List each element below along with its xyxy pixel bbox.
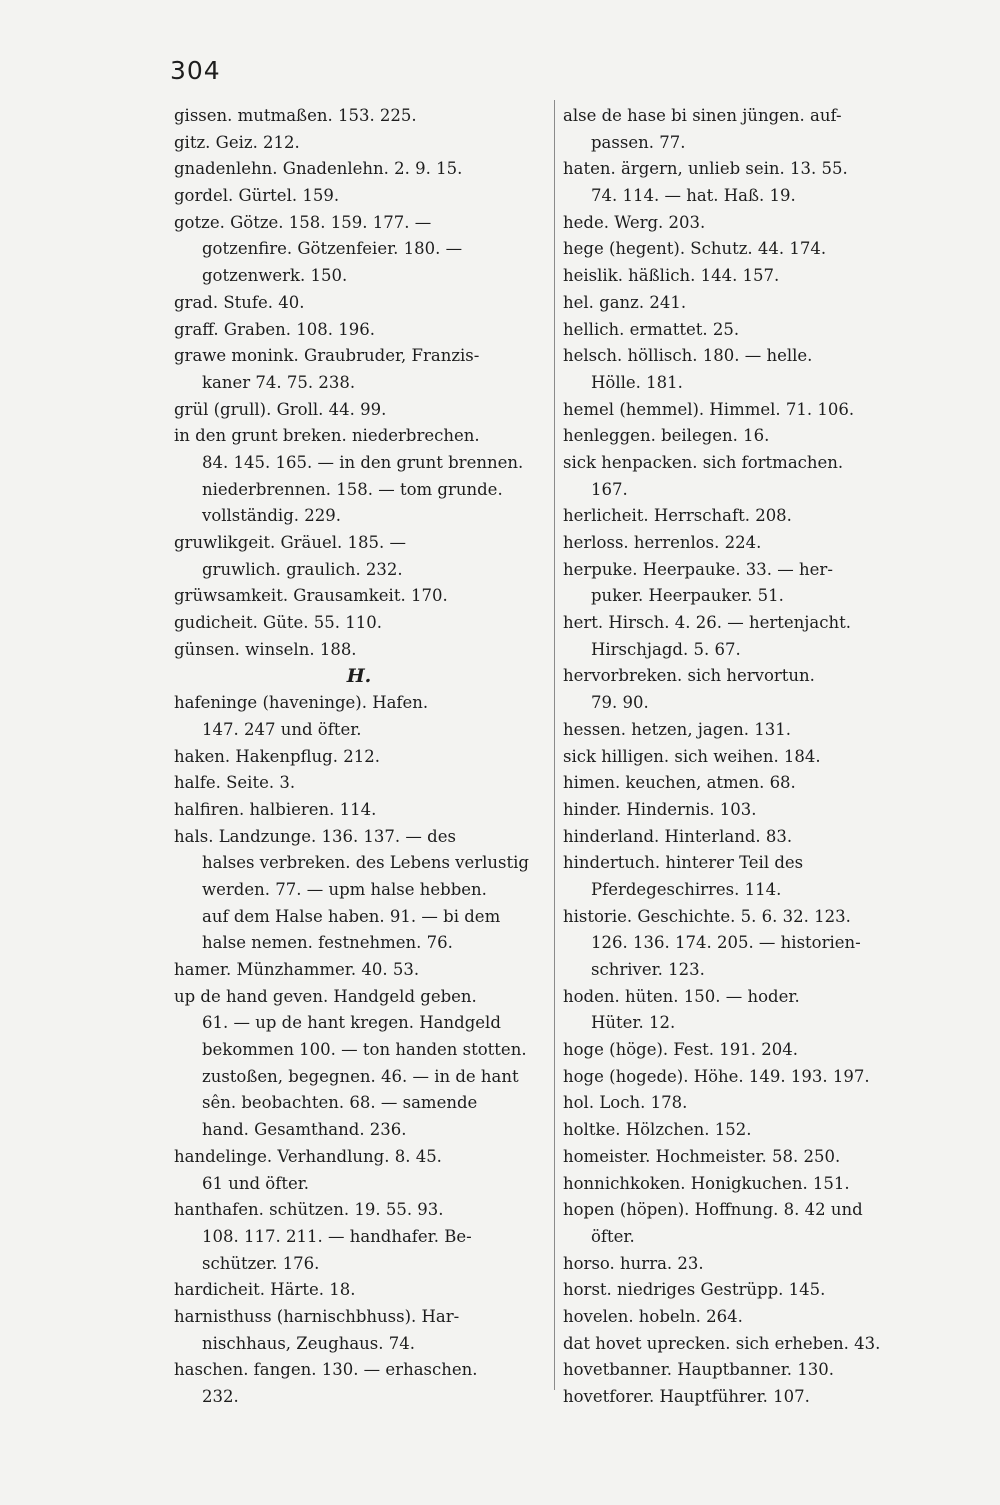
entry-continuation: nischhaus, Zeughaus. 74.	[202, 1333, 415, 1353]
entry-helsch: helsch. höllisch. 180. — helle.	[563, 346, 813, 366]
entry-hert: hert. Hirsch. 4. 26. — hertenjacht.	[563, 613, 851, 633]
entry-hand: up de hand geven. Handgeld geben.	[174, 986, 477, 1006]
entry-continuation: 84. 145. 165. — in den grunt brennen.	[202, 452, 524, 472]
entry-halfe: halfe. Seite. 3.	[174, 773, 296, 793]
entry-horso: horso. hurra. 23.	[563, 1253, 704, 1273]
entry-hede: hede. Werg. 203.	[563, 212, 706, 232]
entry-haschen: haschen. fangen. 130. — erhaschen.	[174, 1360, 478, 1380]
entry-hoden: hoden. hüten. 150. — hoder.	[563, 986, 800, 1006]
entry-herpuke: herpuke. Heerpauke. 33. — her-	[563, 559, 833, 579]
entry-continuation: niederbrennen. 158. — tom grunde.	[202, 479, 503, 499]
entry-gruwsamkeit: grüwsamkeit. Grausamkeit. 170.	[174, 586, 448, 606]
entry-hoge-hogede: hoge (hogede). Höhe. 149. 193. 197.	[563, 1066, 870, 1086]
entry-continuation: gotzenfire. Götzenfeier. 180. —	[202, 239, 463, 259]
entry-herloss: herloss. herrenlos. 224.	[563, 533, 762, 552]
entry-hervorbreken: hervorbreken. sich hervortun.	[563, 666, 815, 686]
entry-grad: grad. Stufe. 40.	[174, 292, 305, 312]
entry-handelinge: handelinge. Verhandlung. 8. 45.	[174, 1146, 442, 1166]
entry-herlicheit: herlicheit. Herrschaft. 208.	[563, 506, 792, 526]
entry-hemel: hemel (hemmel). Himmel. 71. 106.	[563, 399, 855, 419]
entry-historie: historie. Geschichte. 5. 6. 32. 123.	[563, 906, 851, 926]
entry-hinder: hinder. Hindernis. 103.	[563, 799, 757, 819]
entry-himen: himen. keuchen, atmen. 68.	[563, 773, 796, 793]
entry-henpacken: sick henpacken. sich fortmachen.	[563, 452, 844, 472]
entry-hel: hel. ganz. 241.	[563, 292, 687, 312]
entry-honnichkoken: honnichkoken. Honigkuchen. 151.	[563, 1173, 850, 1193]
entry-gissen: gissen. mutmaßen. 153. 225.	[174, 106, 417, 125]
entry-hege: hege (hegent). Schutz. 44. 174.	[563, 239, 827, 259]
entry-heislik: heislik. häßlich. 144. 157.	[563, 266, 780, 286]
left-column	[174, 103, 552, 1411]
entry-grawe-monink: grawe monink. Graubruder, Franzis-	[174, 346, 480, 366]
entry-hovet-uprecken: dat hovet uprecken. sich erheben. 43.	[563, 1333, 881, 1353]
section-heading-h: H.	[346, 665, 372, 688]
entry-continuation: bekommen 100. — ton handen stotten.	[202, 1040, 527, 1060]
entry-hafeninge: hafeninge (haveninge). Hafen.	[174, 693, 429, 713]
column-divider	[554, 100, 555, 1390]
entry-continuation: vollständig. 229.	[202, 506, 342, 526]
entry-continuation: schriver. 123.	[591, 960, 705, 979]
entry-harnisthuss: harnisthuss (harnischbhuss). Har-	[174, 1306, 460, 1326]
entry-gnadenlehn: gnadenlehn. Gnadenlehn. 2. 9. 15.	[174, 159, 463, 179]
entry-continuation: auf dem Halse haben. 91. — bi dem	[202, 906, 501, 926]
entry-haten: haten. ärgern, unlieb sein. 13. 55.	[563, 159, 848, 179]
entry-continuation: kaner 74. 75. 238.	[202, 372, 356, 392]
entry-holtke: holtke. Hölzchen. 152.	[563, 1120, 752, 1140]
right-column	[563, 103, 943, 1411]
entry-hellich: hellich. ermattet. 25.	[563, 319, 740, 339]
entry-hovetforer: hovetforer. Hauptführer. 107.	[563, 1387, 810, 1406]
entry-continuation: Pferdegeschirres. 114.	[591, 879, 782, 899]
entry-continuation: Hölle. 181.	[591, 372, 683, 392]
entry-grul: grül (grull). Groll. 44. 99.	[174, 399, 387, 419]
entry-continuation: halse nemen. festnehmen. 76.	[202, 933, 453, 953]
entry-hopen: hopen (höpen). Hoffnung. 8. 42 und	[563, 1200, 863, 1220]
entry-hals: hals. Landzunge. 136. 137. — des	[174, 826, 456, 846]
entry-continuation: puker. Heerpauker. 51.	[591, 586, 784, 606]
entry-continuation: öfter.	[591, 1226, 635, 1246]
entry-gitz: gitz. Geiz. 212.	[174, 132, 300, 152]
entry-continuation: sên. beobachten. 68. — samende	[202, 1093, 478, 1113]
entry-hardicheit: hardicheit. Härte. 18.	[174, 1280, 356, 1300]
entry-graff: graff. Graben. 108. 196.	[174, 319, 375, 339]
page-number: 304	[170, 56, 221, 85]
entry-hamer: hamer. Münzhammer. 40. 53.	[174, 960, 420, 979]
entry-continuation: schützer. 176.	[202, 1253, 320, 1273]
entry-horst: horst. niedriges Gestrüpp. 145.	[563, 1280, 826, 1300]
entry-continuation: 79. 90.	[591, 693, 649, 713]
entry-continuation: Hirschjagd. 5. 67.	[591, 639, 741, 659]
entry-gruwlikgeit: gruwlikgeit. Gräuel. 185. —	[174, 533, 407, 552]
entry-homeister: homeister. Hochmeister. 58. 250.	[563, 1146, 841, 1166]
entry-continuation: gruwlich. graulich. 232.	[202, 559, 403, 579]
entry-hindertuch: hindertuch. hinterer Teil des	[563, 853, 804, 873]
entry-continuation: Hüter. 12.	[591, 1013, 676, 1033]
entry-continuation: 147. 247 und öfter.	[202, 719, 362, 739]
entry-gudicheit: gudicheit. Güte. 55. 110.	[174, 613, 382, 633]
entry-grunt: in den grunt breken. niederbrechen.	[174, 426, 480, 446]
entry-gotze: gotze. Götze. 158. 159. 177. —	[174, 212, 432, 232]
entry-hol: hol. Loch. 178.	[563, 1093, 688, 1113]
entry-henleggen: henleggen. beilegen. 16.	[563, 426, 770, 446]
entry-gunsen: günsen. winseln. 188.	[174, 639, 357, 659]
entry-continuation: hand. Gesamthand. 236.	[202, 1120, 407, 1140]
entry-continuation: 61 und öfter.	[202, 1173, 310, 1193]
entry-continuation: gotzenwerk. 150.	[202, 266, 348, 286]
entry-continuation: 167.	[591, 479, 628, 499]
entry-continuation: 61. — up de hant kregen. Handgeld	[202, 1013, 501, 1033]
entry-hovelen: hovelen. hobeln. 264.	[563, 1306, 743, 1326]
entry-hovetbanner: hovetbanner. Hauptbanner. 130.	[563, 1360, 835, 1380]
entry-gordel: gordel. Gürtel. 159.	[174, 186, 340, 206]
entry-continuation: zustoßen, begegnen. 46. — in de hant	[202, 1066, 519, 1086]
entry-continuation: halses verbreken. des Lebens verlustig	[202, 853, 529, 873]
entry-continuation: 126. 136. 174. 205. — historien-	[591, 933, 861, 953]
entry-continuation: passen. 77.	[591, 132, 686, 152]
entry-hessen: hessen. hetzen, jagen. 131.	[563, 719, 791, 739]
entry-alse-de-hase: alse de hase bi sinen jüngen. auf-	[563, 106, 842, 125]
entry-hilligen: sick hilligen. sich weihen. 184.	[563, 746, 821, 766]
entry-hanthafen: hanthafen. schützen. 19. 55. 93.	[174, 1200, 444, 1220]
entry-continuation: 232.	[202, 1387, 239, 1406]
entry-hoge: hoge (höge). Fest. 191. 204.	[563, 1040, 799, 1060]
entry-continuation: 108. 117. 211. — handhafer. Be-	[202, 1226, 472, 1246]
entry-halfiren: halfiren. halbieren. 114.	[174, 799, 377, 819]
entry-hinderland: hinderland. Hinterland. 83.	[563, 826, 793, 846]
entry-haken: haken. Hakenpflug. 212.	[174, 746, 380, 766]
entry-continuation: 74. 114. — hat. Haß. 19.	[591, 186, 796, 206]
entry-continuation: werden. 77. — upm halse hebben.	[202, 879, 487, 899]
